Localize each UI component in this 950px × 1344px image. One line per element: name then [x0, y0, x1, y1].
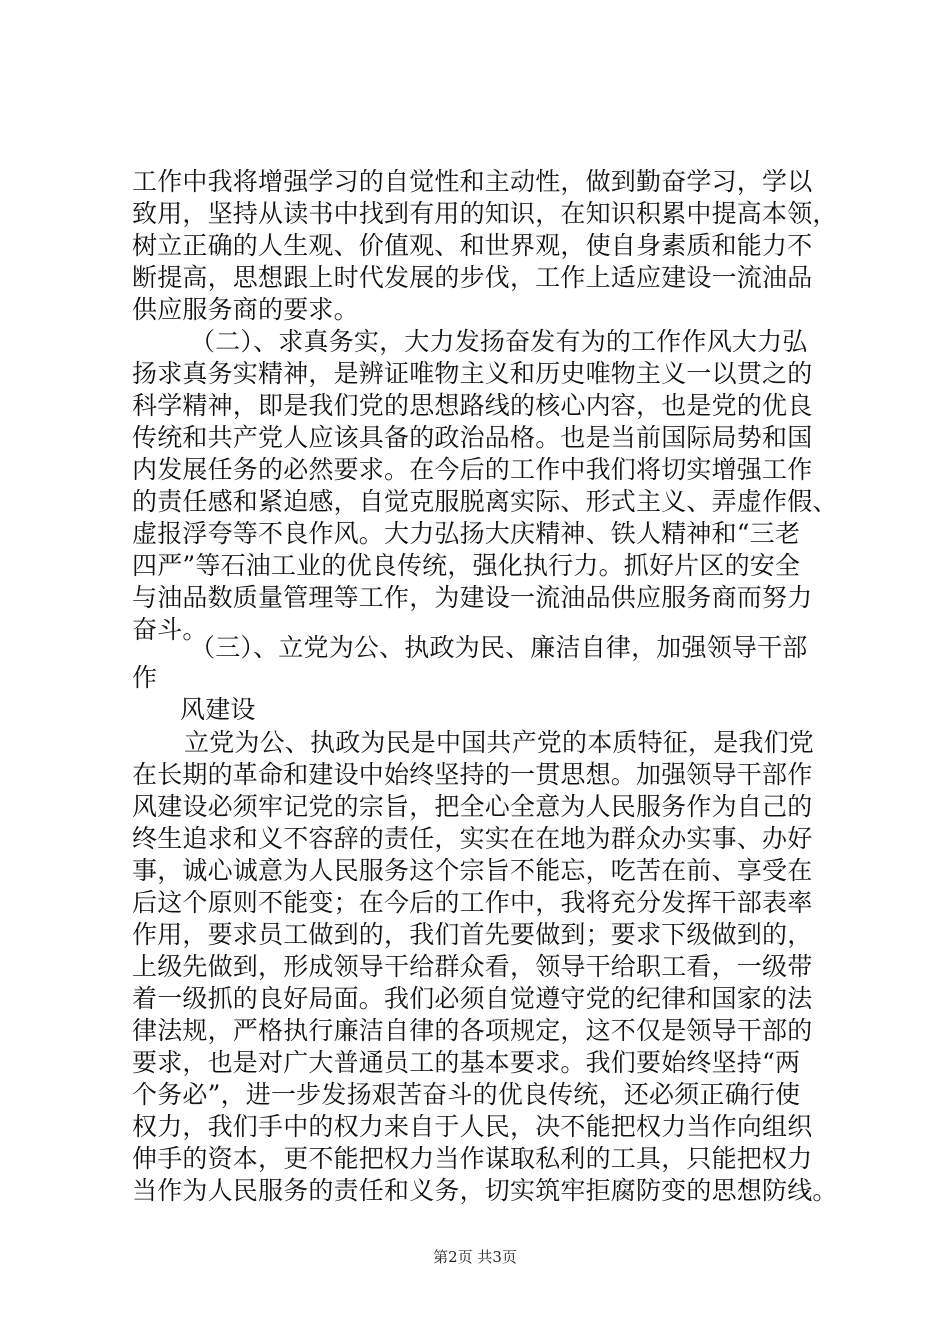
- section-heading-3-wrap: 作: [132, 663, 158, 692]
- body-text-line: 作用，要求员工做到的，我们首先要做到；要求下级做到的，: [132, 920, 813, 949]
- body-text-line: 断提高，思想跟上时代发展的步伐，工作上适应建设一流油品: [132, 263, 813, 292]
- body-text-line: 的责任感和紧迫感，自觉克服脱离实际、形式主义、弄虚作假、: [132, 487, 838, 516]
- body-text-line: 致用，坚持从读书中找到有用的知识，在知识积累中提高本领，: [132, 199, 838, 228]
- body-text-line: 当作为人民服务的责任和义务，切实筑牢拒腐防变的思想防线。: [132, 1176, 838, 1205]
- body-text-line: 树立正确的人生观、价值观、和世界观，使自身素质和能力不: [132, 231, 813, 260]
- section-heading-3-wrap: 风建设: [180, 695, 256, 724]
- body-text-line: 伸手的资本，更不能把权力当作谋取私利的工具，只能把权力: [132, 1144, 813, 1173]
- body-text-line: 奋斗。: [132, 615, 208, 644]
- body-text-line: 个务必”，进一步发扬艰苦奋斗的优良传统，还必须正确行使: [132, 1080, 801, 1109]
- body-text-line: 上级先做到，形成领导干给群众看，领导干给职工看，一级带: [132, 952, 813, 981]
- body-text-line: 内发展任务的必然要求。在今后的工作中我们将切实增强工作: [132, 455, 813, 484]
- body-text-line: 供应服务商的要求。: [132, 295, 359, 324]
- section-heading-3: （三）、立党为公、执政为民、廉洁自律，加强领导干部: [190, 633, 808, 662]
- page-footer: 第2页 共3页: [433, 1248, 517, 1266]
- body-text-line: 立党为公、执政为民是中国共产党的本质特征，是我们党: [184, 728, 815, 757]
- body-text-line: 传统和共产党人应该具备的政治品格。也是当前国际局势和国: [132, 423, 813, 452]
- body-text-line: 与油品数质量管理等工作，为建设一流油品供应服务商而努力: [132, 583, 813, 612]
- body-text-line: 工作中我将增强学习的自觉性和主动性，做到勤奋学习，学以: [132, 167, 813, 196]
- body-text-line: 风建设必须牢记党的宗旨，把全心全意为人民服务作为自己的: [132, 792, 813, 821]
- body-text-line: 事，诚心诚意为人民服务这个宗旨不能忘，吃苦在前、享受在: [132, 856, 813, 885]
- body-text-line: 后这个原则不能变；在今后的工作中，我将充分发挥干部表率: [132, 888, 813, 917]
- section-heading-2: （二）、求真务实，大力发扬奋发有为的工作作风大力弘: [190, 327, 808, 356]
- body-text-line: 扬求真务实精神，是辨证唯物主义和历史唯物主义一以贯之的: [132, 359, 813, 388]
- body-text-line: 在长期的革命和建设中始终坚持的一贯思想。加强领导干部作: [132, 760, 813, 789]
- body-text-line: 虚报浮夸等不良作风。大力弘扬大庆精神、铁人精神和“三老: [132, 519, 801, 548]
- body-text-line: 权力，我们手中的权力来自于人民，决不能把权力当作向组织: [132, 1112, 813, 1141]
- body-text-line: 终生追求和义不容辞的责任，实实在在地为群众办实事、办好: [132, 824, 813, 853]
- body-text-line: 要求，也是对广大普通员工的基本要求。我们要始终坚持“两: [132, 1048, 801, 1077]
- body-text-line: 着一级抓的良好局面。我们必须自觉遵守党的纪律和国家的法: [132, 984, 813, 1013]
- body-text-line: 律法规，严格执行廉洁自律的各项规定，这不仅是领导干部的: [132, 1016, 813, 1045]
- body-text-line: 四严”等石油工业的优良传统，强化执行力。抓好片区的安全: [132, 551, 801, 580]
- body-text-line: 科学精神，即是我们党的思想路线的核心内容，也是党的优良: [132, 391, 813, 420]
